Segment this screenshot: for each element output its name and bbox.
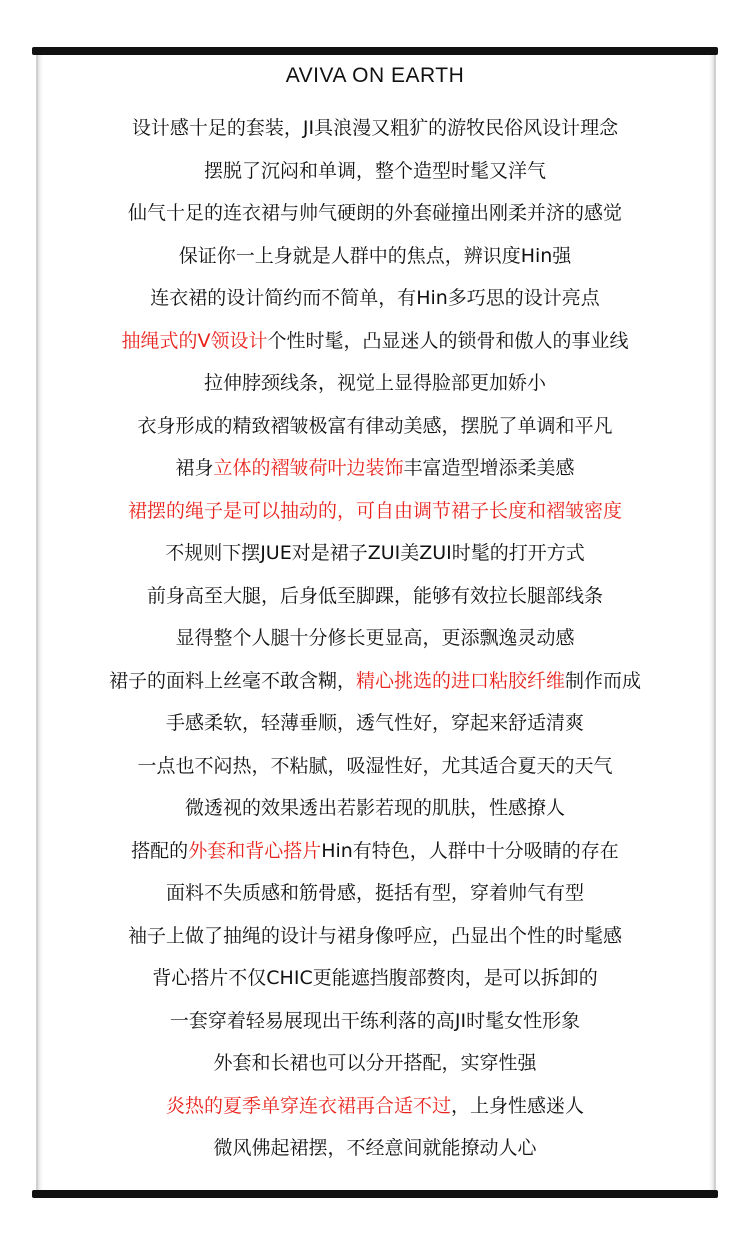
body-text: 设计感十足的套装，JI具浪漫又粗犷的游牧民俗风设计理念	[131, 117, 619, 139]
body-text: 微风佛起裙摆，不经意间就能撩动人心	[213, 1137, 537, 1159]
body-text: 搭配的	[131, 839, 189, 862]
text-line	[0, 660, 750, 703]
highlight-text: 立体的褶皱荷叶边装饰	[213, 457, 404, 479]
text-line	[0, 1042, 750, 1085]
text-line	[0, 277, 750, 320]
text-line	[0, 1000, 750, 1043]
body-text: 面料不失质感和筋骨感，挺括有型，穿着帅气有型	[165, 882, 584, 904]
body-text: Hin有特色，人群中十分吸睛的存在	[321, 839, 619, 862]
body-text: 保证你一上身就是人群中的焦点，辨识度Hin强	[178, 244, 572, 267]
highlight-text: 抽绳式的V领设计	[121, 329, 268, 352]
text-line	[0, 872, 750, 915]
body-text: 丰富造型增添柔美感	[403, 457, 575, 479]
body-text: 一套穿着轻易展现出干练利落的高JI时髦女性形象	[169, 1009, 581, 1032]
text-line	[0, 405, 750, 448]
text-line	[0, 575, 750, 618]
text-line	[0, 1127, 750, 1170]
body-text: 个性时髦，凸显迷人的锁骨和傲人的事业线	[267, 329, 629, 352]
body-text: 仙气十足的连衣裙与帅气硬朗的外套碰撞出刚柔并济的感觉	[127, 202, 622, 224]
text-line	[0, 320, 750, 363]
body-text: 拉伸脖颈线条，视觉上显得脸部更加娇小	[203, 372, 546, 394]
text-line	[0, 362, 750, 405]
text-line	[0, 617, 750, 660]
body-text: 袖子上做了抽绳的设计与裙身像呼应，凸显出个性的时髦感	[127, 924, 622, 947]
body-text: 连衣裙的设计简约而不简单，有Hin多巧思的设计亮点	[150, 287, 600, 309]
body-text: 前身高至大腿，后身低至脚踝，能够有效拉长腿部线条	[146, 584, 603, 607]
body-text: 手感柔软，轻薄垂顺，透气性好，穿起来舒适清爽	[165, 712, 584, 734]
text-line	[0, 107, 750, 150]
body-text: 一点也不闷热，不粘腻，吸湿性好，尤其适合夏天的天气	[137, 754, 613, 777]
text-line	[0, 192, 750, 235]
text-line	[0, 490, 750, 533]
text-line	[0, 745, 750, 788]
text-line	[0, 957, 750, 1000]
description-text	[0, 107, 750, 1170]
body-text: ，上身性感迷人	[451, 1094, 585, 1117]
body-text: 背心搭片不仅CHIC更能遮挡腹部赘肉，是可以拆卸的	[152, 967, 598, 989]
text-line	[0, 830, 750, 873]
highlight-text: 外套和背心搭片	[188, 839, 322, 862]
page-title: AVIVA ON EARTH	[285, 64, 465, 87]
text-line	[0, 447, 750, 490]
body-text: 外套和长裙也可以分开搭配，实穿性强	[213, 1052, 537, 1074]
top-scroll-bar	[32, 47, 718, 55]
body-text: 裙子的面料上丝毫不敢含糊，	[108, 669, 356, 692]
highlight-text: 精心挑选的进口粘胶纤维	[355, 669, 565, 692]
body-text: 制作而成	[565, 669, 642, 692]
body-text: 显得整个人腿十分修长更显高，更添飘逸灵动感	[175, 627, 575, 649]
text-line	[0, 1085, 750, 1128]
body-text: 裙身	[175, 457, 214, 479]
text-line	[0, 787, 750, 830]
text-line	[0, 702, 750, 745]
bottom-scroll-bar	[32, 1190, 718, 1198]
text-line	[0, 150, 750, 193]
highlight-text: 炎热的夏季单穿连衣裙再合适不过	[165, 1094, 451, 1117]
body-text: 摆脱了沉闷和单调，整个造型时髦又洋气	[203, 159, 546, 182]
text-line	[0, 235, 750, 278]
text-line	[0, 532, 750, 575]
body-text: 不规则下摆JUE对是裙子ZUI美ZUI时髦的打开方式	[165, 542, 585, 564]
body-text: 衣身形成的精致褶皱极富有律动美感，摆脱了单调和平凡	[137, 414, 613, 437]
body-text: 微透视的效果透出若影若现的肌肤，性感撩人	[184, 797, 565, 819]
highlight-text: 裙摆的绳子是可以抽动的，可自由调节裙子长度和褶皱密度	[127, 499, 622, 522]
text-line	[0, 915, 750, 958]
